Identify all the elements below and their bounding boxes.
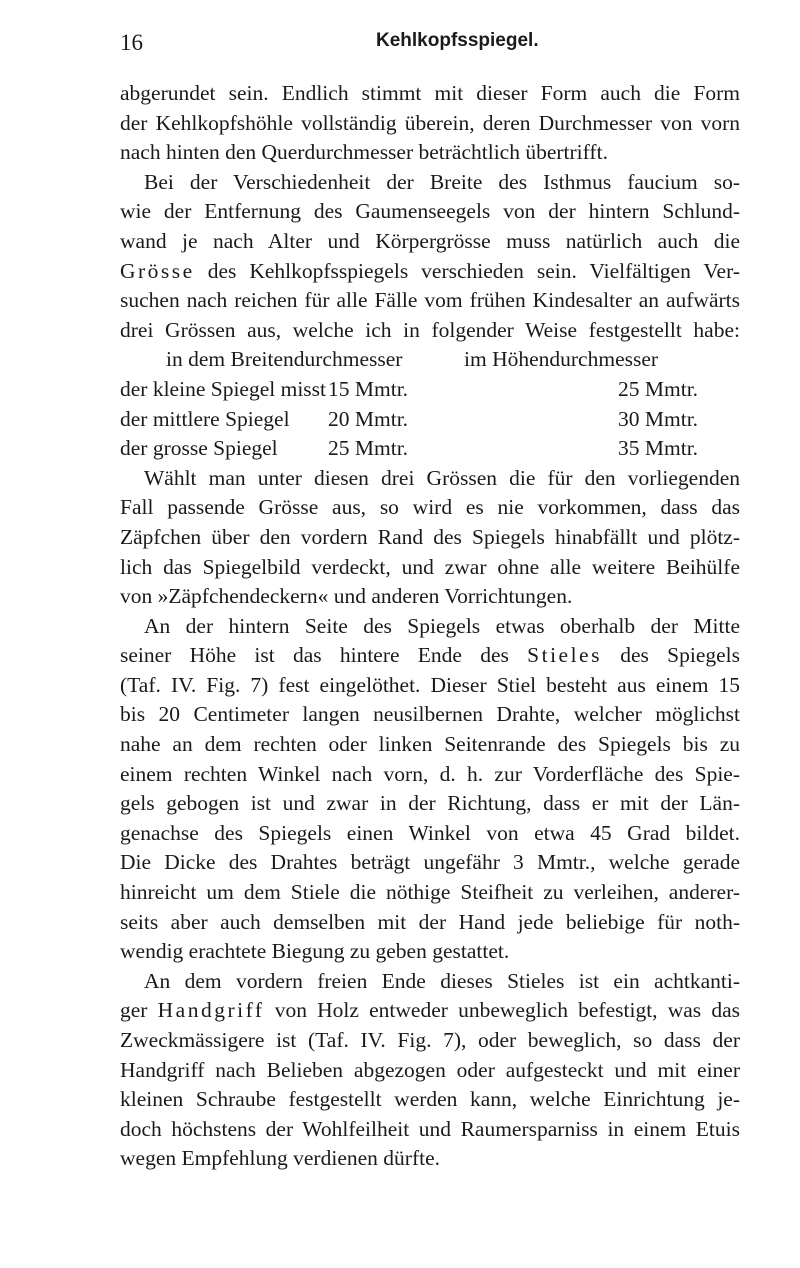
text-line: kleinen Schraube festgestellt werden kann, welche Einrichtung je- xyxy=(120,1087,740,1112)
height-value: 25 Mmtr. xyxy=(618,376,699,401)
text-line: wand je nach Alter und Körpergrösse muss natürlich auch die xyxy=(120,228,740,253)
text-line xyxy=(120,996,740,1026)
running-head: Kehlkopfsspiegel. xyxy=(376,30,539,51)
height-value: 30 Mmtr. xyxy=(618,406,699,431)
text-line: wendig erachtete Biegung zu geben gestattet. xyxy=(120,939,510,964)
width-value: 20 Mmtr. xyxy=(328,406,409,431)
page-header xyxy=(120,30,680,60)
text-line: Bei der Verschiedenheit der Breite des Isthmus faucium so- xyxy=(144,169,740,194)
text-fragment: von Holz entweder unbeweglich befestigt, was das xyxy=(264,998,741,1023)
text-line: von »Zäpfchendeckern« und anderen Vorrichtungen. xyxy=(120,584,573,609)
text-fragment: des Kehlkopfsspiegels verschieden sein. Vielfältigen Ver- xyxy=(194,258,740,283)
text-line: nach hinten den Querdurchmesser beträchtlich übertrifft. xyxy=(120,140,608,165)
text-line: wie der Entfernung des Gaumenseegels von der hintern Schlund- xyxy=(120,199,740,224)
width-value: 25 Mmtr. xyxy=(328,436,409,461)
text-fragment: seiner Höhe ist das hintere Ende des xyxy=(120,643,528,668)
header-width-diameter: in dem Breitendurchmesser xyxy=(166,347,403,372)
text-line: nahe an dem rechten oder linken Seitenrande des Spiegels bis zu xyxy=(120,732,740,757)
text-line: (Taf. IV. Fig. 7) fest eingelöthet. Dieser Stiel besteht aus einem 15 xyxy=(120,672,740,697)
text-line: An der hintern Seite des Spiegels etwas oberhalb der Mitte xyxy=(144,613,740,638)
text-line: genachse des Spiegels einen Winkel von etwa 45 Grad bildet. xyxy=(120,820,740,845)
emphasized-word: Handgriff xyxy=(157,998,265,1023)
mirror-size-label: der kleine Spiegel misst xyxy=(120,376,327,401)
text-fragment: des Spiegels xyxy=(601,643,740,668)
text-line xyxy=(120,641,740,671)
height-value: 35 Mmtr. xyxy=(618,436,699,461)
size-table xyxy=(120,345,740,463)
text-line: bis 20 Centimeter langen neusilbernen Drahte, welcher möglichst xyxy=(120,702,740,727)
body-text xyxy=(120,79,740,1174)
text-line: hinreicht um dem Stiele die nöthige Steifheit zu verleihen, anderer- xyxy=(120,880,740,905)
text-line: lich das Spiegelbild verdeckt, und zwar ohne alle weitere Beihülfe xyxy=(120,554,740,579)
text-line: Die Dicke des Drahtes beträgt ungefähr 3 Mmtr., welche gerade xyxy=(120,850,740,875)
emphasized-word: Grösse xyxy=(120,258,195,283)
text-line: der Kehlkopfshöhle vollständig überein, deren Durchmesser von vorn xyxy=(120,110,740,135)
text-line: wegen Empfehlung verdienen dürfte. xyxy=(120,1146,440,1171)
text-line: suchen nach reichen für alle Fälle vom frühen Kindesalter an aufwärts xyxy=(120,288,740,313)
text-fragment: ger xyxy=(120,998,158,1023)
size-table-header xyxy=(120,345,740,375)
text-line: Zäpfchen über den vordern Rand des Spiegels hinabfällt und plötz- xyxy=(120,524,740,549)
text-line: Handgriff nach Belieben abgezogen oder aufgesteckt und mit einer xyxy=(120,1057,740,1082)
text-line: seits aber auch demselben mit der Hand jede beliebige für noth- xyxy=(120,909,740,934)
text-line: Wählt man unter diesen drei Grössen die für den vorliegenden xyxy=(144,465,740,490)
text-line: Zweckmässigere ist (Taf. IV. Fig. 7), oder beweglich, so dass der xyxy=(120,1028,740,1052)
text-line: einem rechten Winkel nach vorn, d. h. zur Vorderfläche des Spie- xyxy=(120,761,740,786)
mirror-size-label: der mittlere Spiegel xyxy=(120,406,290,431)
size-table-row xyxy=(120,405,740,435)
page-number: 16 xyxy=(120,30,143,55)
size-table-row xyxy=(120,375,740,405)
text-line: Fall passende Grösse aus, so wird es nie vorkommen, dass das xyxy=(120,495,740,520)
text-line: An dem vordern freien Ende dieses Stieles ist ein achtkanti- xyxy=(144,968,740,993)
text-line xyxy=(120,257,740,287)
text-line: abgerundet sein. Endlich stimmt mit dieser Form auch die Form xyxy=(120,81,740,105)
mirror-size-label: der grosse Spiegel xyxy=(120,436,278,461)
header-height-diameter: im Höhendurchmesser xyxy=(464,347,659,372)
emphasized-word: Stieles xyxy=(527,643,602,668)
text-line: doch höchstens der Wohlfeilheit und Raumersparniss in einem Etuis xyxy=(120,1116,740,1141)
size-table-row xyxy=(120,434,740,464)
text-line: gels gebogen ist und zwar in der Richtung, dass er mit der Län- xyxy=(120,791,740,816)
width-value: 15 Mmtr. xyxy=(328,376,409,401)
text-line: drei Grössen aus, welche ich in folgender Weise festgestellt habe: xyxy=(120,317,740,342)
